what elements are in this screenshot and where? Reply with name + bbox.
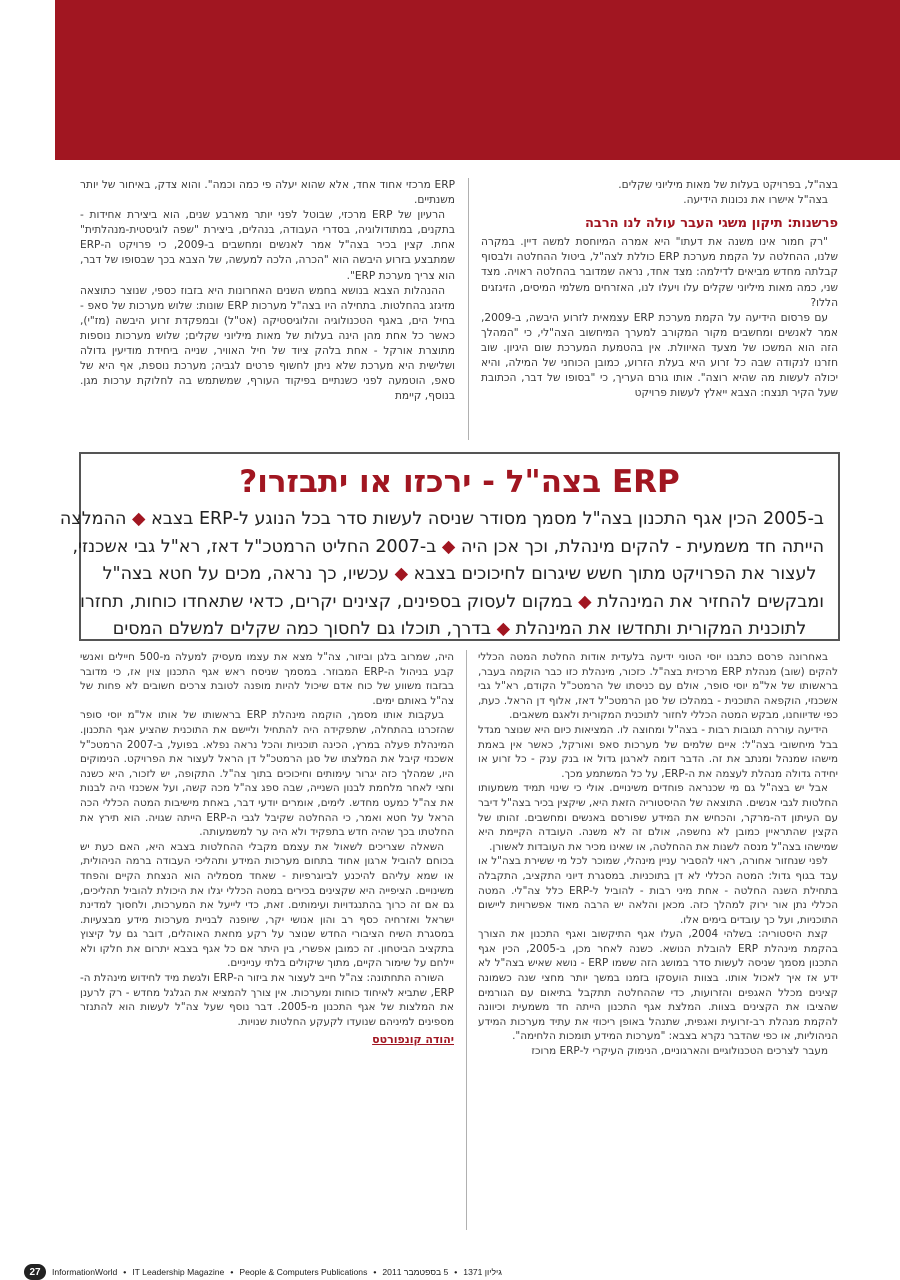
article-title: ERP בצה"ל - ירכזו או יתבזרו? xyxy=(239,464,680,500)
paragraph: קצת היסטוריה: בשלהי 2004, העלו אגף התיקשוב ואגף התכנון את הצורך בהקמת מינהלת ERP להובלת הנושא. כשנה לאחר מכן, ב-2005, הכין אגף התכנון מסמך שניסה לעשות סדר במושג הזה ששמו ERP - נושא שאיש בצה"ל לא ידע אז איך לאכול אותו. בצוות הועסקו בזמנו במשך יותר מחצי שנה כשמונה קצינים מכלל האגפים והזרועות, כדי שההחלטה תתקבל בתיאום עם הגורמים שהציבו את הקצינים בצוות. המלצת אגף התכנון הייתה חד משמעית וכיוונה להקמת מנהלת רב-זרועית ואגפית, שתנהל באופן ריכוזי את עתיד מערכות המידע הניהוליות, או כפי שהדבר נקרא בצבא: "מערכות המידע תומכות הלחימה". xyxy=(478,928,838,1043)
article-lead xyxy=(59,506,838,644)
footer-separator: • xyxy=(123,1267,127,1277)
lead-text: ההמלצה xyxy=(59,509,127,529)
footer-magazine: IT Leadership Magazine xyxy=(132,1267,225,1277)
lead-text: לעצור את הפרויקט מתוך חשש שיגרום לחיכוכים בצבא xyxy=(413,564,817,585)
lead-text: ומבקשים להחזיר את המינהלת xyxy=(597,591,824,612)
diamond-bullet-icon: ◆ xyxy=(578,591,592,612)
footer-separator: • xyxy=(230,1267,234,1277)
paragraph: בעקבות אותו מסמך, הוקמה מינהלת ERP בראשותו של אותו אל"מ יוסי סופר שהזכרנו בהתחלה, שתפקידה היה להתחיל וליישם את התוכנית שהציע אגף התכנון. המינהלת פעלה במרץ, הכינה תוכניות והכל נראה נפלא. בפועל, ב-2007 הרמטכ"ל אשכנזי קיבל את המלצתו של סגן הרמטכ"ל דן הראל לעצור את הפרויקט. הנימוקים היו, שמהלך כזה יגרור עימותים וחיכוכים בתוך צה"ל. התקופה, יש לזכור, היא כשנה וחצי לאחר מלחמת לבנון השנייה, שבה ספג צה"ל מכה קשה, ועל אשכנזי היה לבנות את צה"ל כמעט מחדש. לימים, אומרים יודעי דבר, באחת מישיבות המטה הכללי הכה הראל על חטא ואמר, כי ההחלטה שקיבל לגבי ה-ERP הייתה שגויה. הוא תירץ את החלטתו בכך שהיה חדש בתפקיד ולא היה ער למשמעותה. xyxy=(80,709,455,839)
paragraph: באחרונה פרסם כתבנו יוסי הטוני ידיעה בלעדית אודות החלטת המטה הכללי להקים (שוב) מנהלת ERP מרכזית בצה"ל. כזכור, מינהלת כזו כבר הוקמה בעבר, בראשותו של אל"מ יוסי סופר, אולם עם כניסתו של הרמטכ"ל הקודם, רא"ל גבי אשכנזי, הוקפאה התוכנית - במהלכו של סגן הרמטכ"ל דאז, אלוף דן הראל. כעת, כפי שדיווחנו, מבקש המטה הכללי לחזור לתוכנית המקורית ולאגם משאבים. xyxy=(478,651,838,722)
paragraph: עם פרסום הידיעה על הקמת מערכת ERP עצמאית לזרוע היבשה, ב-2009, אמר לאנשים ומחשבים מקור המקורב למערך המיחשוב הצה"לי, כי "המהלך הזה הוא המשכו של מצעד האיוולת. אין בהטמעת המערכת שום היגיון. שוב חזרנו לנקודה שבה כל זרוע היא בעלת הזרוע, כמובן הכוחני של המילה, והיא יכולה לעשות מה שהיא רוצה". אותו גורם העריך, כי "בסופו של דבר, הכתובת שעל הקיר תנצח: הצבא ייאלץ לעשות פרויקט xyxy=(481,311,838,400)
bottom-right-column xyxy=(478,650,838,1059)
lead-text: ב-2005 הכין אגף התכנון בצה"ל מסמך מסודר שניסה לעשות סדר בכל הנוגע ל-ERP בצבא xyxy=(151,509,824,529)
headline-box xyxy=(59,452,840,641)
paragraph: הרעיון של ERP מרכזי, שבוטל לפני יותר מארבע שנים, הוא ביצירת אחידות - בתקנים, במתודולוגיה, בסדרי העבודה, בנהלים, ביצירת "שפה לוגיסטית-מנהלתית" אחת. קצין בכיר בצה"ל אמר לאנשים ומחשבים ב-2009, כי פרויקט ה-ERP שמתבצע בזרוע היבשה הוא "הכרה, הלכה למעשה, של הצבא בכך שבסופו של דבר, הוא צריך מערכת ERP". xyxy=(80,209,455,282)
lead-line xyxy=(95,616,824,644)
paragraph: "רק חמור אינו משנה את דעתו" היא אמרה המיוחסת למשה דיין. במקרה שלנו, ההחלטה על הקמת מערכת ERP כוללת לצה"ל, ביטול ההחלטה ולבסוף קבלתה מחדש מביאים לדילמה: מצד אחד, נראה שמדובר בהחלטה ראויה. מצד שני, כמה מאות מיליוני שקלים עלו ויעלו לנו, האזרחים משלמי המיסים, הזיגזגים הללו? xyxy=(481,236,838,309)
paragraph: היה, שמרוב בלגן וביזור, צה"ל מצא את עצמו מעסיק למעלה מ-500 חיילים ואנשי קבע בניהול ה-ERP המבוזר. במסמך שניסח ראש אגף התכנון צוין אז, כי מדובר בבזבוז משווע של כוח אדם שיכול להיות מופנה לטובת צרכים חשובים לא פחות של צה"ל באותם ימים. xyxy=(80,651,454,707)
lead-text: לתוכנית המקורית ותחדשו את המינהלת xyxy=(515,619,807,640)
paragraph: השורה התחתונה: צה"ל חייב לעצור את ביזור ה-ERP ולגשת מיד לחידוש מינהלת ה-ERP, שתביא לאיחוד כוחות ומערכות. אין צורך להמציא את הגלגל מחדש - רק לרענן את המלצות של אגף התכנון מ-2005. דבר נוסף שעל צה"ל לעשות הוא להתנזר מספינים למיניהם שנועדו לקעקע החלטות שנויות. xyxy=(80,972,454,1028)
lead-text: בדרך, תוכלו גם לחסוך כמה שקלים למשלם המסים xyxy=(112,619,491,640)
paragraph: השאלה שצריכים לשאול את עצמם מקבלי ההחלטות בצבא היא, האם כעת יש בכוחם להוביל ארגון אחוד בתחום מערכות המידע ותהליכי העבודה ברמה הניהולית, או שמא עליהם להיכנע לביוגרפיות - שאחד מסמליה הוא הנצחת הקיים והפחד משינויים. הציפייה היא שקצינים בכירים במטה הכללי יגלו את היכולת להוביל תהליכים, גם אם זה כרוך בהתנגדויות ועימותים. זאת, כדי לייעל את המערכות, ולחסוך למדינת ישראל ואזרחיה כסף רב והון אנושי יקר, שיופנה לבניית מערכות מידע מבצעיות. במסגרת השיח הציבורי החדש שנוצר על רקע מחאת האוהלים, דובר גם על קיצוץ בתקציב הביטחון. זה כמובן אפשרי, בין היתר אם כל אגף בצבא יתרום את חלקו ולא יילחם על שימור הקיים, מתוך שיקולים בלתי ענייניים. xyxy=(80,840,454,970)
page-number: 27 xyxy=(24,1264,46,1280)
lead-text: הייתה חד משמעית - להקים מינהלת, וכך אכן היה xyxy=(460,536,824,557)
paragraph: ההנהלות הצבא בנושא בחמש השנים האחרונות היא בזבוז כספי, שנוצר כתוצאה מזיגזג בהחלטות. בתחילה היו בצה"ל מערכות ERP שונות: שלוש מערכות של סאפ - בחיל הים, באגף הטכנולוגיה והלוגיסטיקה (אט"ל) ובמפקדת זרוע היבשה (מז"י), כאשר כל אחת מהן הינה בעלות של מאות מיליוני שקלים; שלוש מערכות נוספות מתוצרת אורקל - אחת בלהק ציוד של חיל האוויר, שנייה ביחידת מודיעין גדולה ושלישית היא מערכת שלא ניתן לחשוף פרטים לגביה; מערכת נוספת, אף היא של סאפ, הוטמעה לפני כשנתיים בפיקוד העורף, שמשתמש בה לחלוקת ערכות מגן. בנוסף, קיימת xyxy=(80,284,456,403)
lead-text: ב-2007 החליט הרמטכ"ל דאז, רא"ל גבי אשכנזי, xyxy=(72,536,437,557)
lead-line xyxy=(80,589,824,617)
footer-date: 5 בספטמבר 2011 xyxy=(382,1267,449,1277)
footer-issue: גיליון 1371 xyxy=(463,1267,502,1277)
footer-separator: • xyxy=(373,1267,377,1277)
footer-publisher: People & Computers Publications xyxy=(239,1267,368,1277)
header-left-margin xyxy=(0,0,55,160)
paragraph: הידיעה עוררה תגובות רבות - בצה"ל ומחוצה לו. המציאות כיום היא שנוצר מגדל בבל מיחשובי בצה"ל: איים שלמים של מערכות סאפ ואורקל, כאשר אין באמת מישהו שמנהל ומנתב את זה. הדבר דומה לארגון גדול או בנק ענק - כל זרוע או יחידה גדולה מנהלת לעצמה את ה-ERP, על כל המשתמע מכך. xyxy=(478,723,838,780)
diamond-bullet-icon: ◆ xyxy=(132,509,146,529)
lead-line xyxy=(95,561,824,589)
diamond-bullet-icon: ◆ xyxy=(441,536,456,557)
diamond-bullet-icon: ◆ xyxy=(394,564,409,585)
lead-text: עכשיו, כך נראה, מכים על חטא בצה"ל xyxy=(102,564,390,585)
diamond-bullet-icon: ◆ xyxy=(496,619,511,640)
author-signature: יהודה קונפורטס xyxy=(372,1033,454,1047)
commentary-subheading: פרשנות: תיקון משגי העבר עולה לנו הרבה xyxy=(584,216,838,232)
top-right-column xyxy=(481,178,838,401)
paragraph: בצה"ל אישרו את נכונות הידיעה. xyxy=(683,194,828,207)
footer-publication: InformationWorld xyxy=(52,1267,118,1277)
bottom-left-column xyxy=(80,650,454,1048)
paragraph: בצה"ל, בפרויקט בעלות של מאות מיליוני שקלים. xyxy=(618,179,838,191)
column-divider xyxy=(466,650,467,1230)
lead-line xyxy=(59,506,824,534)
paragraph: לפני שנחזור אחורה, ראוי להסביר עניין מינהלי, שמוכר לכל מי ששירת בצה"ל או עבד בגוף גדול: המטה הכללי לא דן בתוכניות. במסגרת דיוני התקציב, התקבלה בתחילת השנה החלטה - אחת מיני רבות - להוביל ל-ERP כלל צה"לי. המטה הכללי נתן אור ירוק למהלך כזה. מכאן והלאה יש הרבה מאוד אפשרויות ליישום התוכניות, ועל כך עובדים בימים אלו. xyxy=(478,855,838,926)
top-left-column xyxy=(80,178,455,404)
header-color-band xyxy=(0,0,900,160)
paragraph: אבל יש בצה"ל גם מי שכנראה פוחדים משינויים. אולי כי שינוי תמיד משמעותו החלטות לגבי אנשים. התוצאה של ההיסטוריה הזאת היא, שיקצין בכיר בצה"ל דיבר עם העיתון דה-מרקר, והכחיש את המידע שפורסם באנשים ומחשבים. זהותו של הקצין שהתראיין כמובן לא נחשפה, אולם זה לא משנה. העובדה הקיימת היא שמישהו בצה"ל מנסה לשנות את ההחלטה, או שאינו מכיר את העובדות לאשורן. xyxy=(478,782,838,853)
paragraph: מעבר לצרכים הטכנולוגיים והארגוניים, הנימוק העיקרי ל-ERP מרוכז xyxy=(531,1045,828,1058)
paragraph: ERP מרכזי אחוד אחד, אלא שהוא יעלה פי כמה וכמה". והוא צדק, באיחור של יותר משנתיים. xyxy=(80,179,455,207)
lead-text: במקום לעסוק בספינים, קצינים יקרים, כדאי שתאחדו כוחות, תחזרו xyxy=(80,591,573,612)
footer-separator: • xyxy=(454,1267,458,1277)
lead-line xyxy=(72,534,824,562)
column-divider xyxy=(468,178,469,440)
